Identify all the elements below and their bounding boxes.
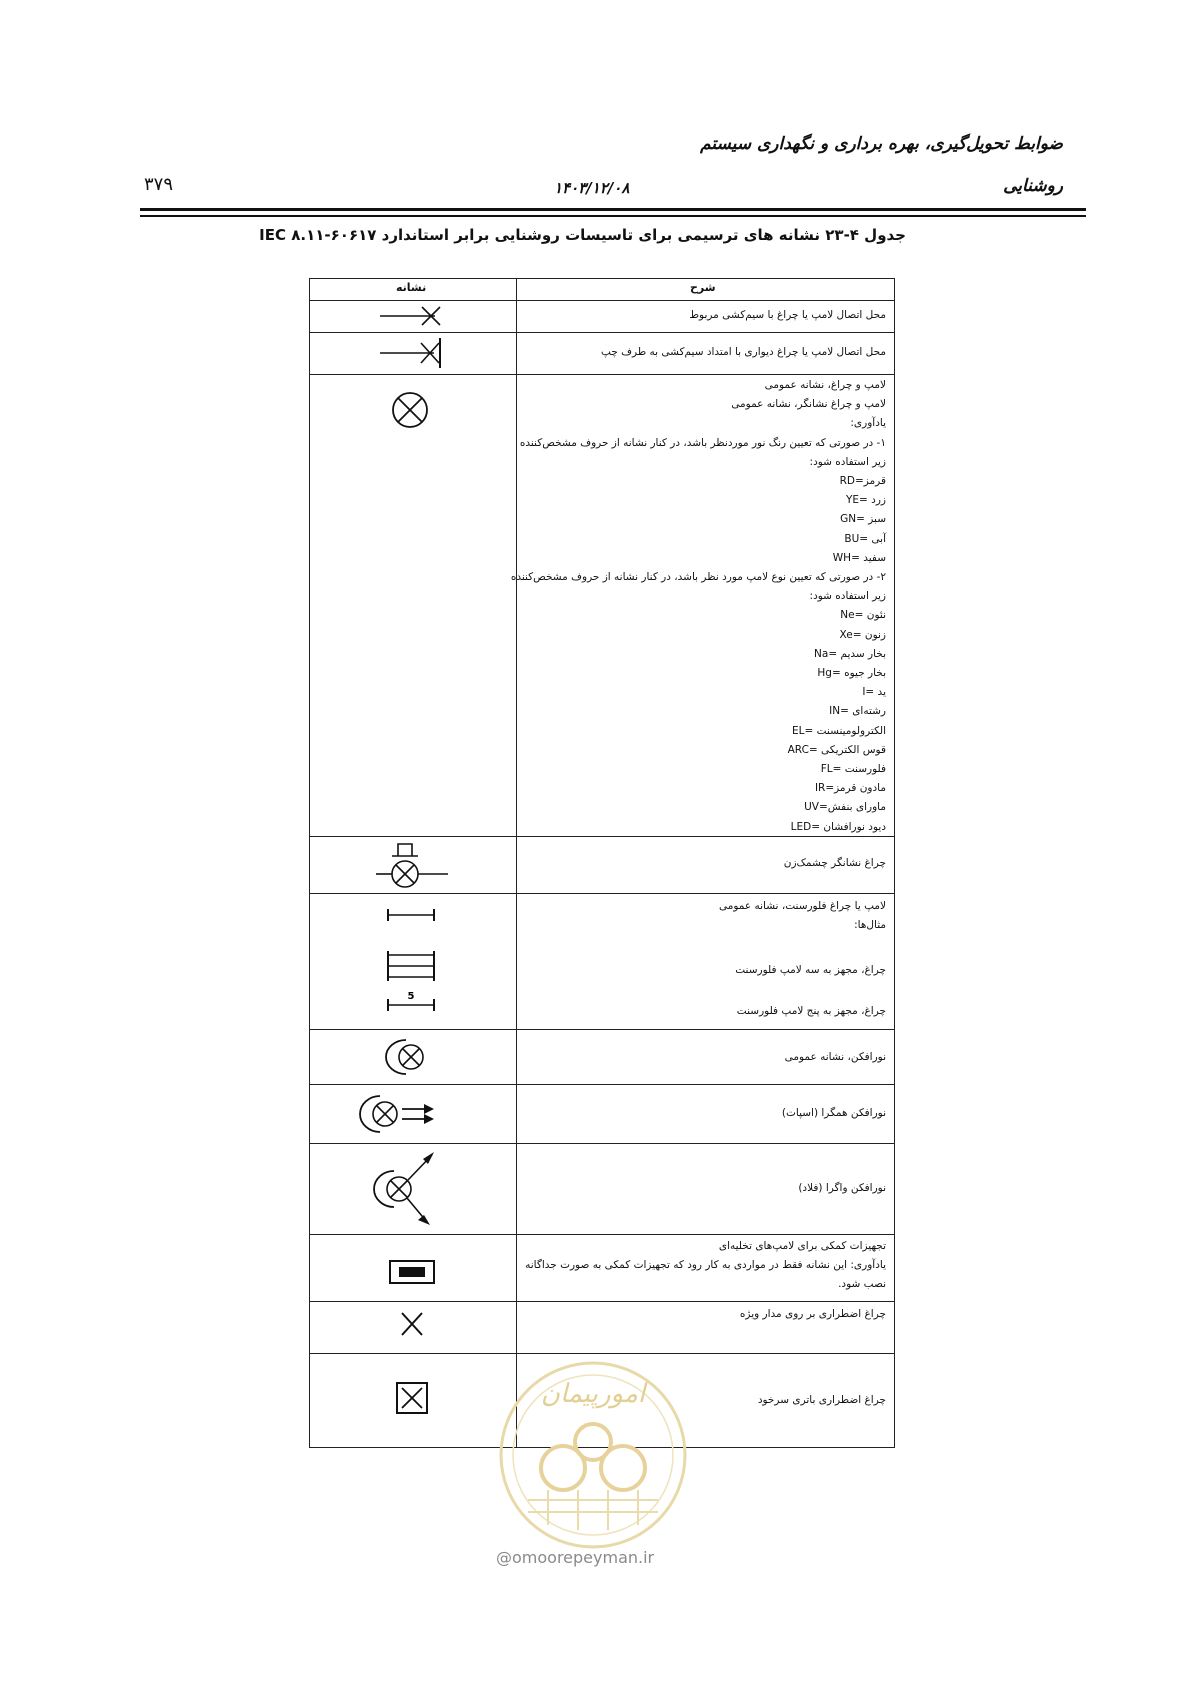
symbol-flashing-indicator-icon <box>310 836 516 893</box>
symbol-emergency-battery-icon <box>310 1353 516 1449</box>
description-row-8: نورافکن واگرا (فلاد) <box>798 1182 886 1194</box>
description-row-9: تجهیزات کمکی برای لامپ‌های تخلیه‌ای یادآوری: این نشانه فقط در مواردی به کار رود که تجهیزات کمکی به صورت جداگانه نصب شود. <box>525 1240 886 1291</box>
watermark-text: امورپیمان <box>540 1379 646 1409</box>
description-row-7: نورافکن همگرا (اسپات) <box>781 1107 886 1119</box>
description-row-5-example-3: چراغ، مجهز به سه لامپ فلورسنت <box>735 964 886 976</box>
description-row-11: چراغ اضطراری باتری سرخود <box>757 1394 886 1406</box>
description-row-10: چراغ اضطراری بر روی مدار ویژه <box>739 1308 886 1320</box>
description-row-1: محل اتصال لامپ یا چراغ با سیم‌کشی مربوط <box>689 309 886 321</box>
description-row-5: لامپ یا چراغ فلورسنت، نشانه عمومی مثال‌ها: <box>718 900 886 932</box>
column-divider <box>516 279 517 1447</box>
header-description: شرح <box>690 281 716 294</box>
symbol-floodlight-general-icon <box>310 1029 516 1084</box>
header-date: ۱۴۰۳/۱۲/۰۸ <box>554 179 630 197</box>
symbol-wall-lamp-connection-icon <box>310 332 516 374</box>
symbol-emergency-circuit-icon <box>310 1301 516 1353</box>
symbol-lamp-connection-icon <box>310 300 516 332</box>
header-subtitle: روشنایی <box>1003 176 1063 196</box>
header-rule-thin <box>140 215 1086 217</box>
symbol-lamp-general-icon <box>310 374 516 444</box>
description-row-3: لامپ و چراغ، نشانه عمومی لامپ و چراغ نشانگر، نشانه عمومی یادآوری: ۱- در صورتی که تعیین رنگ نور موردنظر باشد، در کنار نشانه از حروف مشخص‌کننده زیر استفاده شود: قرمز=RD زرد =YE سبز =GN آبی =BU سفید =WH ۲- در صورتی که تعیین نوع لامپ مورد نظر باشد، در کنار نشانه از حروف مشخص‌کننده زیر استفاده شود: نئون =Ne زنون =Xe بخار سدیم =Na بخار جیوه =Hg ید =I رشته‌ای =IN الکترولومینسنت =EL قوس الکتریکی =ARC فلورسنت =FL مادون قرمز=IR ماورای بنفش=UV دیود نورافشان =LED <box>510 379 886 833</box>
table-caption: جدول ۴-۲۳ نشانه های ترسیمی برای تاسیسات روشنایی برابر استاندارد ۶۰۶۱۷-۸.۱۱ IEC <box>259 226 906 244</box>
symbol-auxiliary-equipment-icon <box>310 1234 516 1301</box>
lamp-count-label: 5 <box>407 991 415 1002</box>
symbol-fluorescent-icon <box>310 893 516 1029</box>
watermark-logo <box>488 1350 698 1560</box>
header-title: ضوابط تحویل‌گیری، بهره برداری و نگهداری سیستم <box>700 134 1063 154</box>
symbol-floodlight-wide-icon <box>310 1143 516 1234</box>
symbol-spotlight-icon <box>310 1084 516 1143</box>
description-row-4: چراغ نشانگر چشمک‌زن <box>783 857 886 869</box>
description-row-5-example-5: چراغ، مجهز به پنج لامپ فلورسنت <box>736 1005 886 1017</box>
description-row-2: محل اتصال لامپ یا چراغ دیواری با امتداد سیم‌کشی به طرف چپ <box>601 346 886 358</box>
symbols-table <box>309 278 895 1448</box>
page-number: ۳۷۹ <box>144 174 174 195</box>
header-rule-thick <box>140 208 1086 211</box>
header-symbol: نشانه <box>396 281 427 294</box>
description-row-6: نورافکن، نشانه عمومی <box>784 1051 886 1063</box>
footer-handle: @omoorepeyman.ir <box>496 1548 655 1567</box>
